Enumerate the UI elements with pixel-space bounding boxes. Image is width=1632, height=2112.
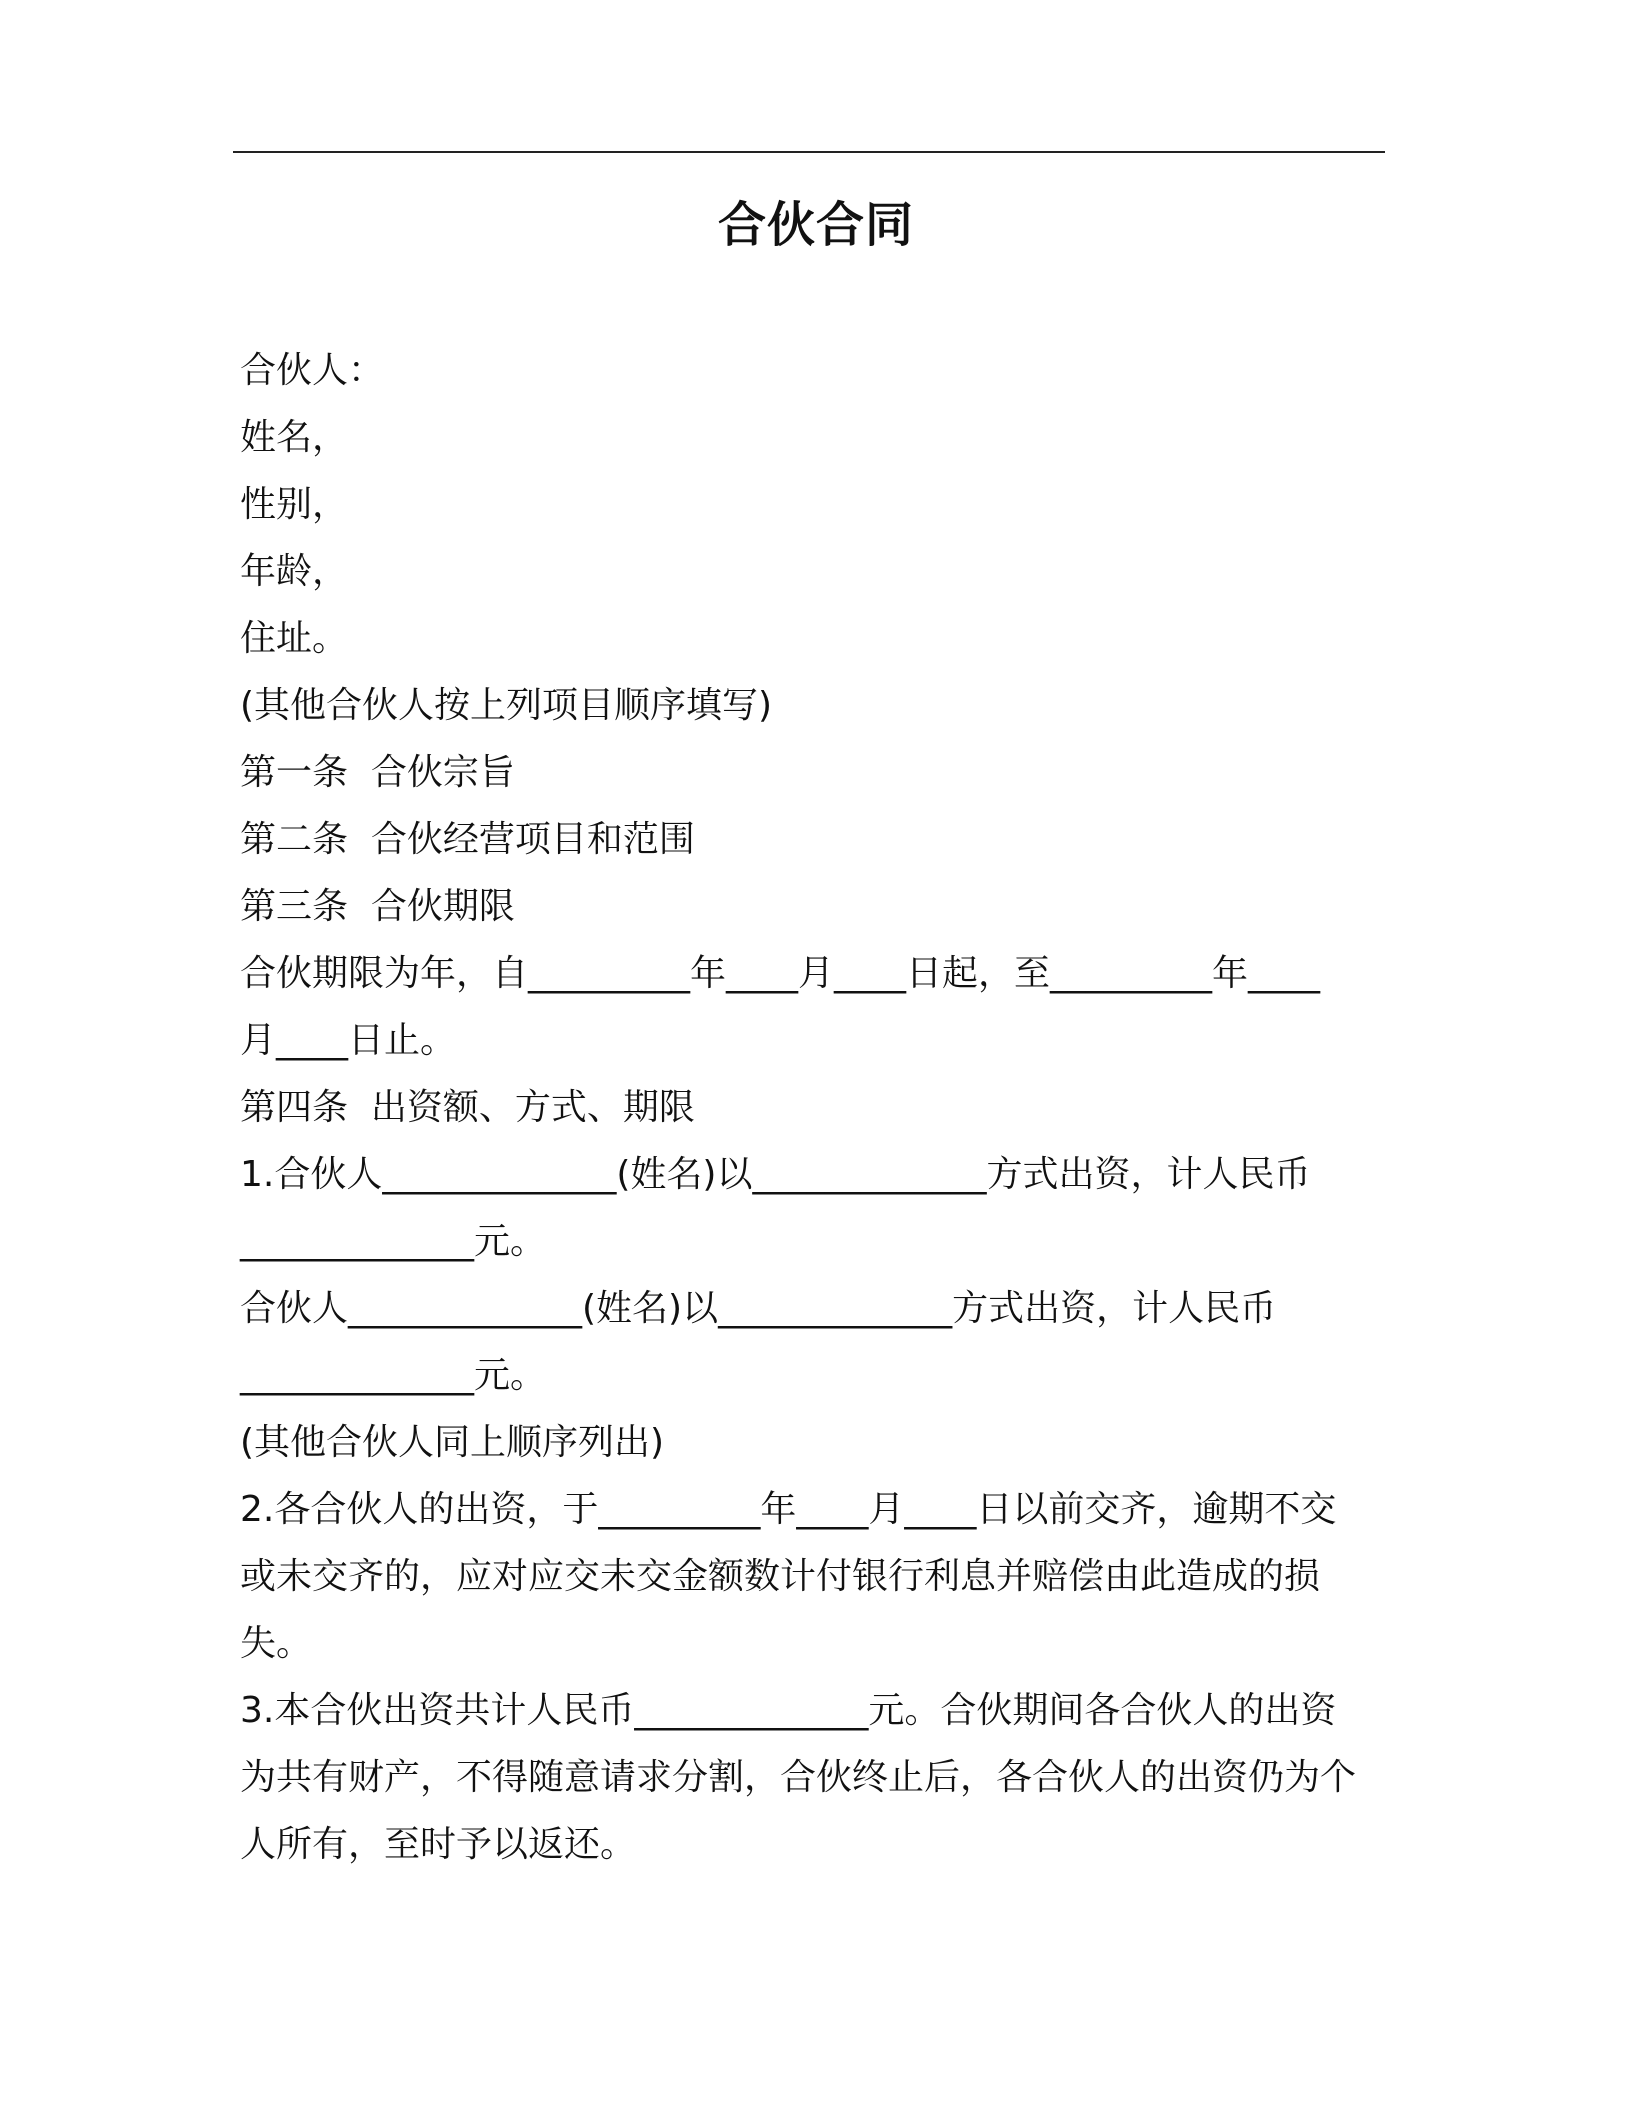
clause-2-line-1: 2.各合伙人的出资，于_________年____月____日以前交齐，逾期不交 bbox=[240, 1489, 1337, 1530]
article-3-heading: 第三条 合伙期限 bbox=[240, 886, 515, 927]
document-body bbox=[240, 337, 1388, 1878]
partner-heading: 合伙人： bbox=[240, 350, 385, 391]
term-clause-line-2: 月____日止。 bbox=[240, 1020, 457, 1061]
contribution-1-line-2: _____________元。 bbox=[240, 1221, 547, 1262]
article-4-heading: 第四条 出资额、方式、期限 bbox=[240, 1087, 695, 1128]
field-gender: 性别， bbox=[240, 484, 349, 525]
clause-3-line-2: 为共有财产，不得随意请求分割，合伙终止后，各合伙人的出资仍为个 bbox=[240, 1757, 1357, 1798]
clause-3-line-3: 人所有，至时予以返还。 bbox=[240, 1824, 637, 1865]
clause-3-line-1: 3.本合伙出资共计人民币_____________元。合伙期间各合伙人的出资 bbox=[240, 1690, 1337, 1731]
header-divider bbox=[233, 151, 1385, 153]
other-contributions-note: (其他合伙人同上顺序列出) bbox=[240, 1422, 665, 1463]
clause-2-line-3: 失。 bbox=[240, 1623, 313, 1664]
contribution-2-line-1: 合伙人_____________(姓名)以_____________方式出资，计人民币 bbox=[240, 1288, 1277, 1329]
field-name: 姓名， bbox=[240, 417, 349, 458]
article-1-heading: 第一条 合伙宗旨 bbox=[240, 752, 515, 793]
clause-2-line-2: 或未交齐的，应对应交未交金额数计付银行利息并赔偿由此造成的损 bbox=[240, 1556, 1321, 1597]
term-clause-line-1: 合伙期限为年，自_________年____月____日起，至_________年____ bbox=[240, 953, 1321, 994]
contribution-2-line-2: _____________元。 bbox=[240, 1355, 547, 1396]
other-partners-note: (其他合伙人按上列项目顺序填写) bbox=[240, 685, 773, 726]
contribution-1-line-1: 1.合伙人_____________(姓名)以_____________方式出资，计人民币 bbox=[240, 1154, 1311, 1195]
field-age: 年龄， bbox=[240, 551, 349, 592]
field-address: 住址。 bbox=[240, 618, 349, 659]
document-title: 合伙合同 bbox=[717, 197, 914, 253]
article-2-heading: 第二条 合伙经营项目和范围 bbox=[240, 819, 695, 860]
